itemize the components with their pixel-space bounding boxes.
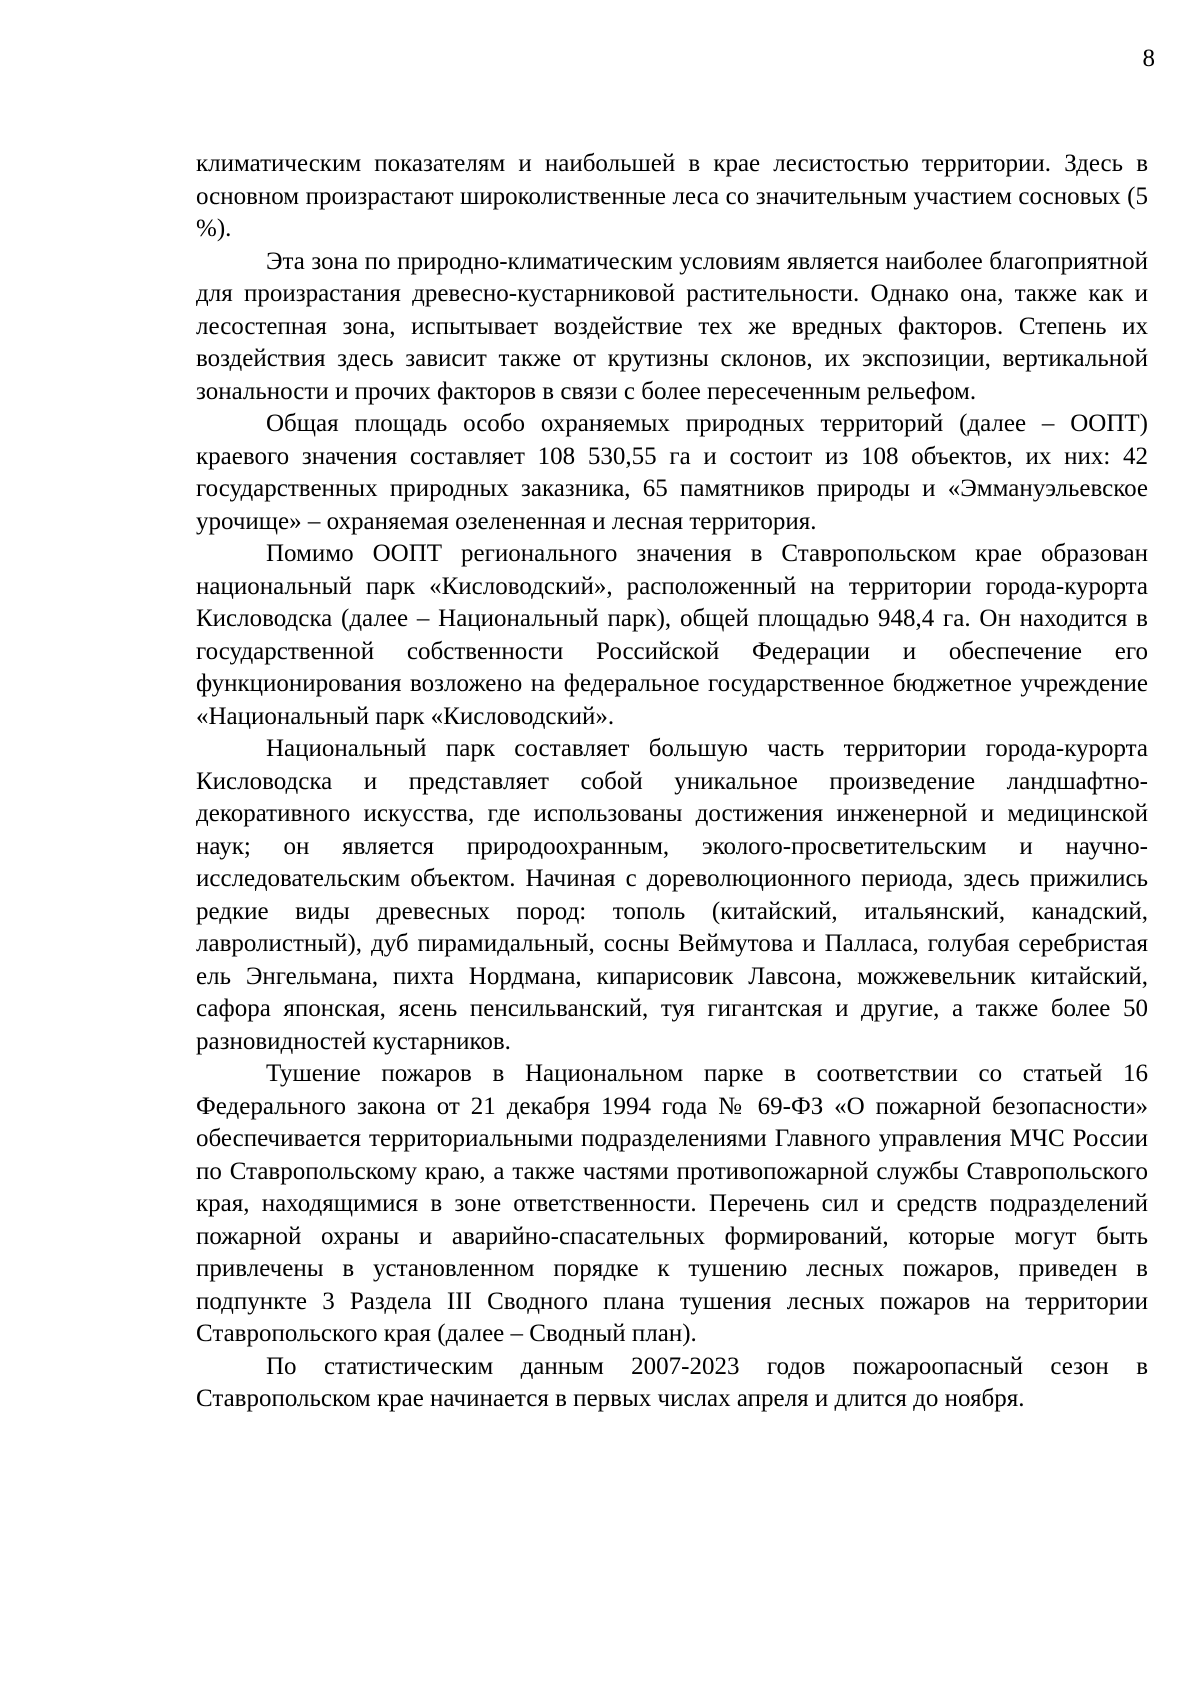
paragraph-park-species: Национальный парк составляет большую часть территории города-курорта Кисловодска и представляет собой уникальное произведение ландшафтно-декоративного искусства, где использованы достижения инженерной и медицинской наук; он является природоохранным, эколого-просветительским и научно-исследовательским объектом. Начиная с дореволюционного периода, здесь прижились редкие виды древесных пород: тополь (китайский, итальянский, канадский, лавролистный), дуб пирамидальный, сосны Веймутова и Палласа, голубая серебристая ель Энгельмана, пихта Нордмана, кипарисовик Лавсона, можжевельник китайский, сафора японская, ясень пенсильванский, туя гигантская и другие, а также более 50 разновидностей кустарников. bbox=[196, 735, 1148, 1055]
paragraph-forest-zone-continuation: климатическим показателям и наибольшей в крае лесистостью территории. Здесь в основном произрастают широколиственные леса со значительным участием сосновых (5 %). bbox=[196, 150, 1148, 242]
paragraph-national-park: Помимо ООПТ регионального значения в Ставропольском крае образован национальный парк «Кисловодский», расположенный на территории города-курорта Кисловодска (далее – Национальный парк), общей площадью 948,4 га. Он находится в государственной собственности Российской Федерации и обеспечение его функционирования возложено на федеральное государственное бюджетное учреждение «Национальный парк «Кисловодский». bbox=[196, 540, 1148, 730]
page-number: 8 bbox=[1142, 45, 1155, 72]
paragraph-fire-suppression: Тушение пожаров в Национальном парке в соответствии со статьей 16 Федерального закона от 21 декабря 1994 года № 69-ФЗ «О пожарной безопасности» обеспечивается территориальными подразделениями Главного управления МЧС России по Ставропольскому краю, а также частями противопожарной службы Ставропольского края, находящимися в зоне ответственности. Перечень сил и средств подразделений пожарной охраны и аварийно-спасательных формирований, которые могут быть привлечены в установленном порядке к тушению лесных пожаров, приведен в подпункте 3 Раздела III Сводного плана тушения лесных пожаров на территории Ставропольского края (далее – Сводный план). bbox=[196, 1060, 1148, 1347]
paragraph-fire-season: По статистическим данным 2007-2023 годов пожароопасный сезон в Ставропольском крае начинается в первых числах апреля и длится до ноября. bbox=[196, 1352, 1148, 1412]
paragraph-protected-areas: Общая площадь особо охраняемых природных территорий (далее – ООПТ) краевого значения составляет 108 530,55 га и состоит из 108 объектов, их них: 42 государственных природных заказника, 65 памятников природы и «Эммануэльевское урочище» – охраняемая озелененная и лесная территория. bbox=[196, 410, 1148, 535]
paragraph-climatic-conditions: Эта зона по природно-климатическим условиям является наиболее благоприятной для произрастания древесно-кустарниковой растительности. Однако она, также как и лесостепная зона, испытывает воздействие тех же вредных факторов. Степень их воздействия здесь зависит также от крутизны склонов, их экспозиции, вертикальной зональности и прочих факторов в связи с более пересеченным рельефом. bbox=[196, 247, 1148, 405]
document-body bbox=[196, 148, 1148, 1416]
